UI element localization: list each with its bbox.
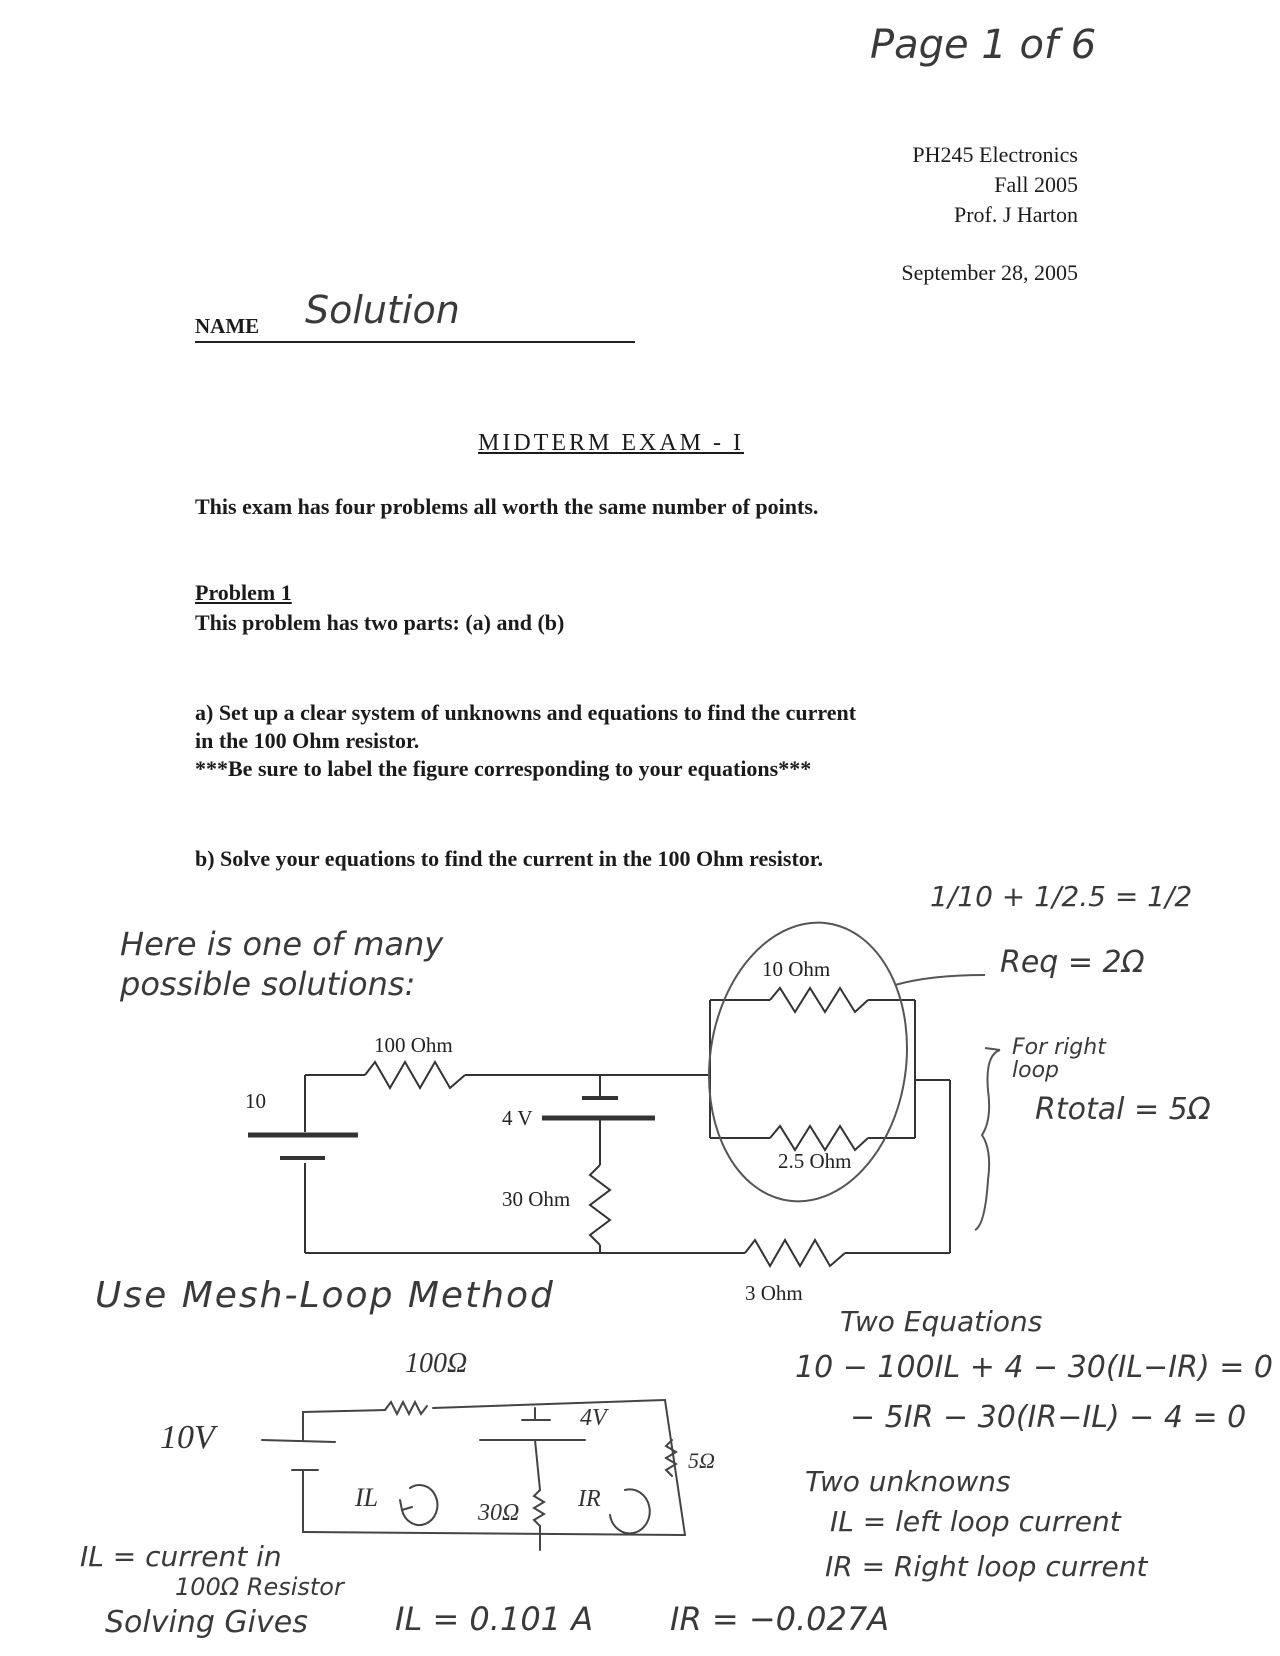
c1-label-r3: 3 Ohm — [745, 1281, 803, 1305]
note-parallel-eq: 1/10 + 1/2.5 = 1/2 — [930, 880, 1193, 913]
note-il-def: IL = left loop current — [830, 1505, 1121, 1538]
note-intro-line2: possible solutions: — [120, 965, 416, 1003]
note-intro-line1: Here is one of many — [120, 925, 444, 963]
c1-label-r2-5: 2.5 Ohm — [778, 1149, 852, 1173]
c1-label-v4: 4 V — [502, 1106, 533, 1130]
part-a-line-2: in the 100 Ohm resistor. — [195, 728, 420, 753]
problem-heading: Problem 1 — [195, 580, 292, 605]
note-il-result: IL = 0.101 A — [395, 1600, 594, 1638]
note-right-loop-2: loop — [1012, 1058, 1059, 1083]
note-right-loop-1: For right — [1012, 1035, 1106, 1060]
name-value: Solution — [305, 288, 460, 332]
exam-title: MIDTERM EXAM - I — [478, 430, 744, 456]
c2-label-r30: 30Ω — [478, 1500, 520, 1526]
note-ir-result: IR = −0.027A — [670, 1600, 890, 1638]
c1-label-r30: 30 Ohm — [502, 1187, 571, 1211]
note-eq1: 10 − 100IL + 4 − 30(IL−IR) = 0 — [795, 1350, 1273, 1385]
c1-label-v10: 10 — [245, 1089, 266, 1113]
term: Fall 2005 — [994, 172, 1078, 197]
note-req: Req = 2Ω — [1000, 945, 1145, 980]
c2-label-ir: IR — [578, 1486, 601, 1512]
exam-date: September 28, 2005 — [901, 260, 1078, 285]
c2-loop-il-arrow — [400, 1500, 412, 1510]
professor: Prof. J Harton — [953, 202, 1078, 227]
note-il-current-2: 100Ω Resistor — [175, 1573, 344, 1601]
c2-label-v10: 10V — [160, 1419, 215, 1456]
name-label: NAME — [195, 314, 260, 338]
c1-label-r10: 10 Ohm — [762, 957, 831, 981]
note-solving: Solving Gives — [105, 1605, 308, 1640]
c2-resistor-30 — [534, 1490, 544, 1526]
exam-intro: This exam has four problems all worth the same number of points. — [195, 494, 819, 519]
c2-wire-4v-down — [535, 1440, 540, 1490]
note-rtotal: Rtotal = 5Ω — [1035, 1092, 1211, 1127]
note-ir-def: IR = Right loop current — [825, 1550, 1148, 1583]
c2-loop-il — [402, 1485, 437, 1525]
note-two-unknowns: Two unknowns — [805, 1465, 1011, 1498]
c2-label-r100: 100Ω — [405, 1348, 468, 1379]
note-method: Use Mesh-Loop Method — [95, 1275, 555, 1316]
c2-battery-10v-long — [262, 1440, 335, 1442]
c2-loop-ir — [610, 1489, 650, 1533]
course-name: PH245 Electronics — [912, 142, 1078, 167]
c2-wire-top-left — [303, 1410, 385, 1412]
c2-wire-top-right — [433, 1400, 665, 1408]
c2-label-r5: 5Ω — [688, 1448, 715, 1473]
note-il-current-1: IL = current in — [80, 1540, 282, 1573]
problem-subtitle: This problem has two parts: (a) and (b) — [195, 610, 565, 635]
c2-wire-right — [665, 1400, 685, 1535]
part-a-line-1: a) Set up a clear system of unknowns and equations to find the current — [195, 700, 857, 725]
note-two-equations: Two Equations — [840, 1305, 1043, 1338]
note-eq2: − 5IR − 30(IR−IL) − 4 = 0 — [850, 1400, 1247, 1435]
page-number: Page 1 of 6 — [870, 22, 1097, 68]
part-b: b) Solve your equations to find the current in the 100 Ohm resistor. — [195, 846, 824, 871]
c2-resistor-100 — [385, 1402, 427, 1414]
c2-label-il: IL — [355, 1483, 379, 1512]
part-a-line-3: ***Be sure to label the figure corresponding to your equations*** — [195, 756, 812, 781]
c1-label-r100: 100 Ohm — [374, 1033, 453, 1057]
c2-label-v4: 4V — [580, 1405, 607, 1431]
